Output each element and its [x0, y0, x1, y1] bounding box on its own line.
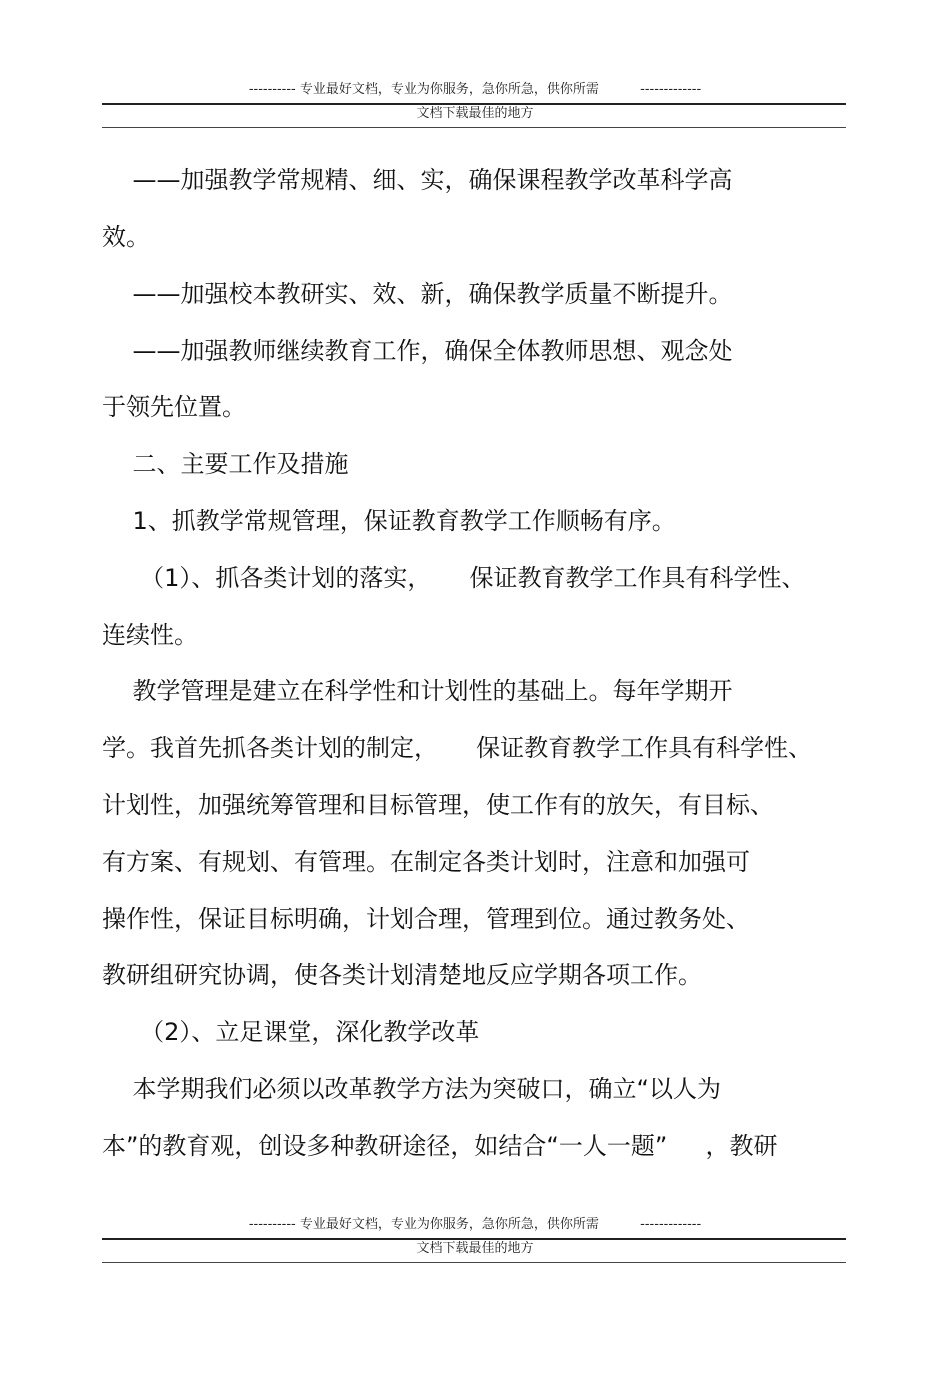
body-line: 计划性，加强统筹管理和目标管理，使工作有的放矢，有目标、	[102, 791, 774, 819]
body-line: 操作性，保证目标明确，计划合理，管理到位。通过教务处、	[102, 905, 750, 933]
body-line: （1）、抓各类计划的落实， 保证教育教学工作具有科学性、	[102, 564, 806, 592]
body-line: ——加强校本教研实、效、新，确保教学质量不断提升。	[102, 280, 733, 308]
body-line: 学。我首先抓各类计划的制定， 保证教育教学工作具有科学性、	[102, 734, 813, 762]
header-divider-bottom	[102, 127, 846, 128]
body-line: 连续性。	[102, 621, 198, 649]
body-line: 于领先位置。	[102, 393, 246, 421]
body-line: 有方案、有规划、有管理。在制定各类计划时，注意和加强可	[102, 848, 750, 876]
section-heading: 二、主要工作及措施	[102, 450, 349, 478]
body-line: ——加强教师继续教育工作，确保全体教师思想、观念处	[102, 337, 733, 365]
body-line: 本学期我们必须以改革教学方法为突破口，确立“以人为	[102, 1075, 721, 1103]
subsection-heading: 1、抓教学常规管理，保证教育教学工作顺畅有序。	[102, 507, 676, 535]
body-line: 教研组研究协调，使各类计划清楚地反应学期各项工作。	[102, 961, 702, 989]
footer-divider-top	[102, 1238, 846, 1240]
footer-banner: ---------- 专业最好文档，专业为你服务，急你所急，供你所需 -------------	[248, 1217, 702, 1232]
header-divider-top	[102, 103, 846, 105]
header-subtitle: 文档下载最佳的地方	[416, 106, 534, 121]
footer-divider-bottom	[102, 1262, 846, 1263]
body-line: ——加强教学常规精、细、实，确保课程教学改革科学高	[102, 166, 733, 194]
header-banner: ---------- 专业最好文档，专业为你服务，急你所急，供你所需 -------------	[248, 82, 702, 97]
body-line: 本”的教育观，创设多种教研途径，如结合“一人一题” ，教研	[102, 1132, 778, 1160]
body-line: 教学管理是建立在科学性和计划性的基础上。每年学期开	[102, 677, 733, 705]
footer-subtitle: 文档下载最佳的地方	[416, 1241, 534, 1256]
body-line: 效。	[102, 223, 150, 251]
body-line: （2）、立足课堂，深化教学改革	[102, 1018, 480, 1046]
